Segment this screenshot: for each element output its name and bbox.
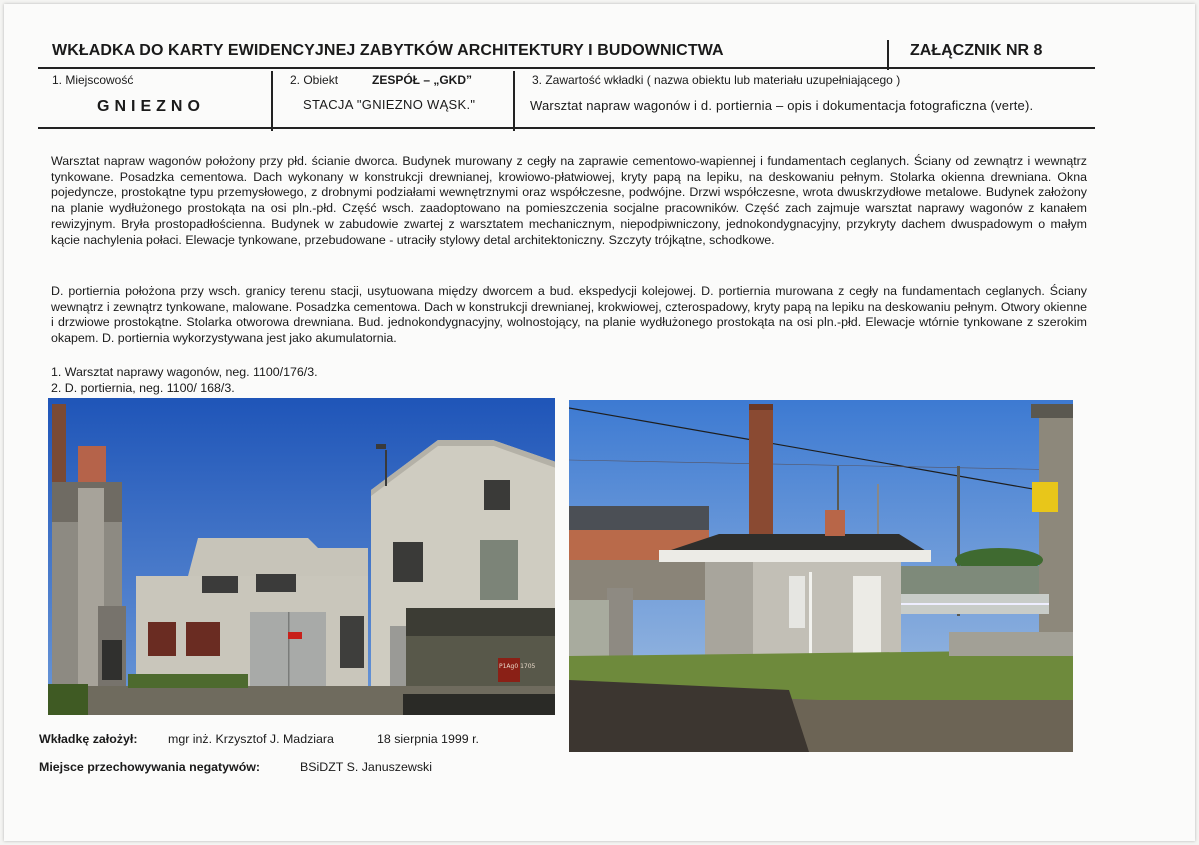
object-label: 2. Obiekt — [290, 73, 339, 87]
table-bottom-rule — [38, 127, 1095, 129]
list-item: 1. Warsztat naprawy wagonów, neg. 1100/176/3. — [51, 365, 318, 379]
object-value: STACJA "GNIEZNO WĄSK." — [303, 97, 476, 112]
photo-list — [51, 364, 318, 396]
photo-gatehouse — [569, 400, 1073, 752]
author-row — [39, 732, 137, 746]
table-divider-1 — [271, 71, 273, 131]
paragraph-workshop — [51, 154, 1087, 248]
photo-workshop — [48, 398, 555, 715]
date-value: 18 sierpnia 1999 r. — [377, 732, 479, 746]
content-value: Warsztat napraw wagonów i d. portiernia – opis i dokumentacja fotograficzna (verte). — [530, 98, 1034, 113]
annex-number: ZAŁĄCZNIK NR 8 — [910, 42, 1043, 59]
locality-value: GNIEZNO — [97, 98, 205, 115]
content-label: 3. Zawartość wkładki ( nazwa obiektu lub materiału uzupełniającego ) — [532, 73, 901, 87]
table-divider-2 — [513, 71, 515, 131]
document-page — [4, 4, 1195, 841]
object-group: ZESPÓŁ – „GKD” — [372, 73, 473, 87]
paragraph-body: położony przy płd. ścianie dworca. Budynek murowany z cegły na zaprawie cementowo-wapiennej i fundamentach ceglanych. Ściany od zewnątrz i wewnątrz tynkowane. Posadzka cementowa. Dach wykonany w konstrukcji drewnianej, krowiowo-płatwiowej, kryty papą na lepiku, na deskowaniu pełnym. Stolarka okienna drewniana. Okna pojedyncze, prostokątne typu przemysłowego, z drobnymi podziałami wewnętrznymi oraz współczesne, podwójne. Drzwi współczesne, wrota dwuskrzydłowe metalowe. Budynek założony na planie wydłużonego prostokąta na osi pln.-płd. Część wsch. zaadoptowano na pomieszczenia socjalne pracowników. Część zach zajmuje warsztat naprawy wagonów z kanałem rewizyjnym. Bryła prostopadłościenna. Budynek w zabudowie zwartej z warsztatem mechanicznym, niepodpiwniczony, jednokondygnacyjny, przykryty dachem dwuspadowym o małym kącie nachylenia połaci. Elewacje tynkowane, przebudowane - utraciły stylowy detal architektoniczny. Szczyty trójkątne, schodkowe. — [51, 154, 1087, 247]
header-divider — [887, 40, 889, 70]
storage-row — [39, 760, 260, 774]
locality-label: 1. Miejscowość — [52, 73, 134, 87]
wagon-sign: P1Ag0 1705 — [499, 663, 536, 670]
author-label: Wkładkę założył: — [39, 732, 138, 746]
storage-label: Miejsce przechowywania negatywów: — [39, 760, 261, 774]
paragraph-lead: Warsztat napraw wagonów — [51, 154, 202, 168]
paragraph-lead: D. portiernia — [51, 284, 121, 298]
author-value: mgr inż. Krzysztof J. Madziara — [168, 732, 334, 746]
table-top-rule — [38, 67, 1095, 69]
list-item: 2. D. portiernia, neg. 1100/ 168/3. — [51, 381, 235, 395]
document-title: WKŁADKA DO KARTY EWIDENCYJNEJ ZABYTKÓW ARCHITEKTURY I BUDOWNICTWA — [52, 42, 724, 59]
paragraph-gatehouse — [51, 284, 1087, 347]
storage-value: BSiDZT S. Januszewski — [300, 760, 432, 774]
paragraph-body: położona przy wsch. granicy terenu stacji, usytuowana między dworcem a bud. ekspedycji kolejowej. D. portiernia murowana z cegły na fundamentach ceglanych. Ściany wewnątrz i zewnątrz tynkowane, malowane. Posadzka cementowa. Dach w konstrukcji drewnianej, krokwiowej, czterospadowy, kryty papą na lepiku na deskowaniu pełnym. Otwory okienne i drzwiowe prostokątne. Stolarka otworowa drewniana. Bud. jednokondygnacyjny, wolnostojący, na planie wydłużonego prostokąta na osi pln.-płd. Elewacje wtórnie tynkowane z szerokim okapem. D. portiernia wykorzystywana jest jako akumulatornia. — [51, 284, 1087, 346]
